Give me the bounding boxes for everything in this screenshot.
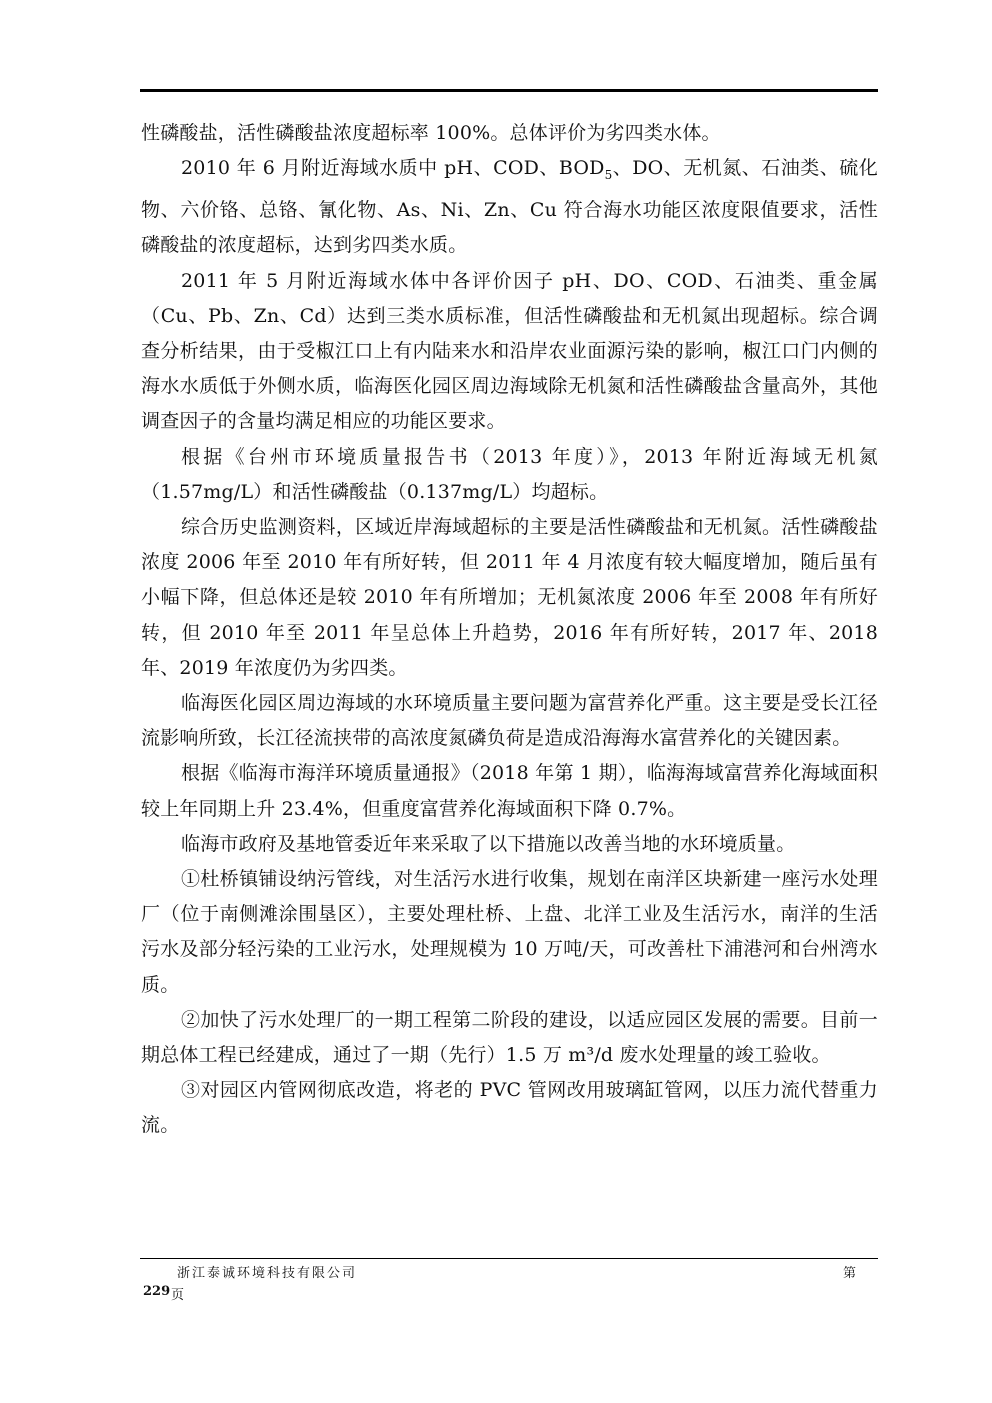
footer-page-number: 229 xyxy=(143,1284,171,1299)
paragraph-4: 根据《台州市环境质量报告书（2013 年度）》，2013 年附近海域无机氮（1.57mg/L）和活性磷酸盐（0.137mg/L）均超标。 xyxy=(141,445,878,503)
header-rule xyxy=(140,89,878,92)
footer-rule xyxy=(140,1258,878,1259)
footer-company: 浙江泰诚环境科技有限公司 xyxy=(177,1266,358,1281)
paragraph-10: ②加快了污水处理厂的一期工程第二阶段的建设，以适应园区发展的需要。目前一期总体工程已经建成，通过了一期（先行）1.5 万 m³/d 废水处理量的竣工验收。 xyxy=(141,1008,878,1067)
document-body xyxy=(141,116,878,1144)
paragraph-1: 性磷酸盐，活性磷酸盐浓度超标率 100%。总体评价为劣四类水体。 xyxy=(141,122,721,144)
paragraph-5: 综合历史监测资料，区域近岸海域超标的主要是活性磷酸盐和无机氮。活性磷酸盐浓度 2006 年至 2010 年有所好转，但 2011 年 4 月浓度有较大幅度增加，随后虽有小幅下降，但总体还是较 2010 年有所增加；无机氮浓度 2006 年至 2008 年有所好转，但 2010 年至 2011 年呈总体上升趋势，2016 年有所好转，2017 年、2018 年、2019 年浓度仍为劣四类。 xyxy=(141,516,878,679)
paragraph-2-part-b: 、DO、无机氮、石油类、硫化物、六价铬、总铬、氰化物、As、Ni、Zn、Cu 符合海水功能区浓度限值要求，活性磷酸盐的浓度超标，达到劣四类水质。 xyxy=(141,157,878,257)
paragraph-7: 根据《临海市海洋环境质量通报》（2018 年第 1 期），临海海域富营养化海域面积较上年同期上升 23.4%，但重度富营养化海域面积下降 0.7%。 xyxy=(141,762,878,820)
paragraph-11: ③对园区内管网彻底改造，将老的 PVC 管网改用玻璃缸管网，以压力流代替重力流。 xyxy=(141,1079,878,1137)
paragraph-2-part-a: 2010 年 6 月附近海域水质中 pH、COD、BOD xyxy=(181,157,605,180)
bod-subscript: 5 xyxy=(604,168,613,182)
paragraph-6: 临海医化园区周边海域的水环境质量主要问题为富营养化严重。这主要是受长江径流影响所致，长江径流挟带的高浓度氮磷负荷是造成沿海海水富营养化的关键因素。 xyxy=(141,692,878,750)
paragraph-2 xyxy=(141,151,878,263)
footer-page-suffix: 页 xyxy=(171,1288,185,1303)
footer-page-prefix: 第 xyxy=(842,1266,856,1281)
paragraph-9: ①杜桥镇铺设纳污管线，对生活污水进行收集，规划在南洋区块新建一座污水处理厂（位于南侧滩涂围垦区），主要处理杜桥、上盘、北洋工业及生活污水，南洋的生活污水及部分轻污染的工业污水，处理规模为 10 万吨/天，可改善杜下浦港河和台州湾水质。 xyxy=(141,868,878,996)
paragraph-3: 2011 年 5 月附近海域水体中各评价因子 pH、DO、COD、石油类、重金属（Cu、Pb、Zn、Cd）达到三类水质标准，但活性磷酸盐和无机氮出现超标。综合调查分析结果，由于受椒江口上有内陆来水和沿岸农业面源污染的影响，椒江口门内侧的海水水质低于外侧水质，临海医化园区周边海域除无机氮和活性磷酸盐含量高外，其他调查因子的含量均满足相应的功能区要求。 xyxy=(141,269,878,433)
paragraph-8: 临海市政府及基地管委近年来采取了以下措施以改善当地的水环境质量。 xyxy=(181,832,796,855)
